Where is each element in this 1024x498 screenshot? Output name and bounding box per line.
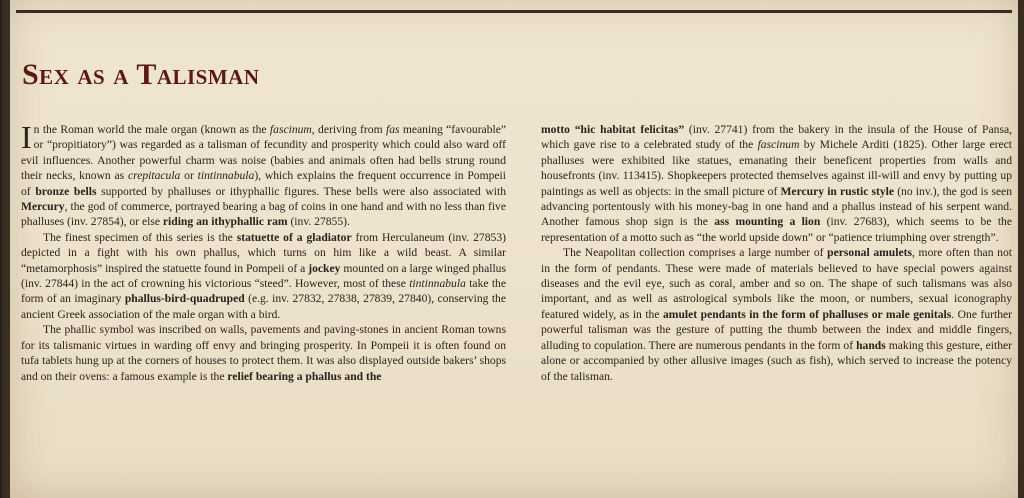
- text-run: , the god of commerce, portrayed bearing a bag of coins in one hand and with no less than five phalluses (inv. 27854), or else: [21, 200, 506, 229]
- text-column-left: [21, 119, 507, 384]
- bold-term: personal amulets: [827, 246, 912, 260]
- panel-title: Sex as a Talisman: [22, 58, 260, 91]
- paragraph: [541, 122, 1012, 245]
- bold-term: phallus-bird-quadruped: [124, 292, 245, 306]
- bold-term: jockey: [308, 261, 341, 275]
- text-run: supported by phalluses or ithyphallic figures. These bells were also associated with: [96, 184, 506, 198]
- text-column-right: [541, 122, 1012, 384]
- text-run: mounted on a large winged phallus (inv. 27844) in the act of crowning his victorious “steed”. However, most of these: [21, 261, 506, 291]
- text-run: from Herculaneum (inv. 27853) depicted in a fight with his own phallus, which turns on him like a wild beast. A similar “metamorphosis” inspired the statuette found in Pompeii of a: [21, 230, 506, 275]
- bold-term: Mercury: [21, 200, 65, 214]
- info-panel: [10, 0, 1018, 498]
- text-run: making this gesture, either alone or accompanied by other allusive images (such as fish), which served to increase the potency of the talisman.: [541, 338, 1013, 383]
- text-run: n the Roman world the male organ (known as the: [33, 123, 270, 136]
- text-run: The phallic symbol was inscribed on walls, pavements and paving-stones in ancient Roman towns for its talismanic virtues in warding off envy and bringing prosperity. In Pompeii it is often found on tufa tablets hung up at the corners of houses to protect them. It was also displayed outside bakers’ shops and on their ovens: a famous example is the: [21, 323, 506, 383]
- text-run: meaning “favourable” or “propitiatory”) was regarded as a talisman of fecundity and prosperity which could also ward off evil influences. Another powerful charm was noise (babies and animals often had bells strung round their necks, known as: [21, 123, 507, 183]
- bold-term: motto “hic habitat felicitas”: [541, 123, 685, 136]
- italic-term: crepitacula: [127, 169, 181, 183]
- paragraph: [541, 245, 1012, 384]
- bold-term: statuette of a gladiator: [236, 230, 352, 244]
- italic-term: tintinnabula: [197, 169, 255, 183]
- text-run: ), which explains the frequent occurrence in Pompeii of: [21, 169, 506, 198]
- italic-term: fas: [385, 123, 400, 136]
- text-run: (inv. 27683), which seems to be the representation of a motto such as “the world upside down” or “patience triumphing over strength”.: [541, 215, 1012, 244]
- paragraph-text: [21, 119, 507, 229]
- top-rule: [16, 10, 1012, 13]
- text-run: . One further powerful talisman was the gesture of putting the thumb between the index and middle fingers, alluding to copulation. There are numerous pendants in the form of: [541, 307, 1012, 352]
- text-run: , deriving from: [311, 123, 386, 136]
- text-run: (inv. 27855).: [287, 215, 350, 229]
- bold-term: riding an ithyphallic ram: [162, 215, 288, 229]
- italic-term: fascinum: [757, 138, 800, 152]
- paragraph: [21, 230, 506, 322]
- bold-term: ass mounting a lion: [714, 215, 821, 229]
- italic-term: fascinum: [269, 123, 312, 136]
- text-run: or: [180, 169, 198, 183]
- text-run: take the form of an imaginary: [21, 277, 506, 306]
- drop-cap: I: [21, 119, 32, 155]
- text-run: The Neapolitan collection comprises a large number of: [563, 246, 828, 260]
- bold-term: Mercury in rustic style: [780, 184, 895, 198]
- text-run: (inv. 27741) from the bakery in the insula of the House of Pansa, which gave rise to a celebrated study of the: [541, 123, 1013, 152]
- edge-shadow: [0, 0, 4, 498]
- text-run: (no inv.), the god is seen advancing portentously with his money-bag in one hand and a phallus instead of his serpent wand. Another famous shop sign is the: [541, 184, 1013, 229]
- italic-term: tintinnabula: [409, 277, 466, 291]
- bold-term: hands: [856, 338, 886, 352]
- bold-term: bronze bells: [35, 184, 97, 198]
- bold-term: amulet pendants in the form of phalluses or male genitals: [663, 307, 952, 321]
- paragraph: [21, 322, 506, 384]
- bold-term: relief bearing a phallus and the: [227, 369, 382, 383]
- text-run: (e.g. inv. 27832, 27838, 27839, 27840), conserving the ancient Greek association of the male organ with a bird.: [21, 292, 506, 321]
- text-run: , more often than not in the form of pendants. These were made of materials believed to have special powers against diseases and the evil eye, such as coral, amber and so on. The shape of such talismans was also important, and as well as astrological symbols like the moon, or numbers, sexual iconography featured widely, as in the: [541, 246, 1012, 321]
- paragraph: [21, 119, 507, 230]
- text-run: The finest specimen of this series is the: [43, 230, 237, 244]
- text-run: by Michele Arditi (1825). Other large erect phalluses were exhibited like statues, emanating their beneficent properties from walls and housefronts (inv. 113415). Shopkeepers protected themselves against ill-will and envy by putting up paintings as well as objects: in the small picture of: [541, 138, 1013, 198]
